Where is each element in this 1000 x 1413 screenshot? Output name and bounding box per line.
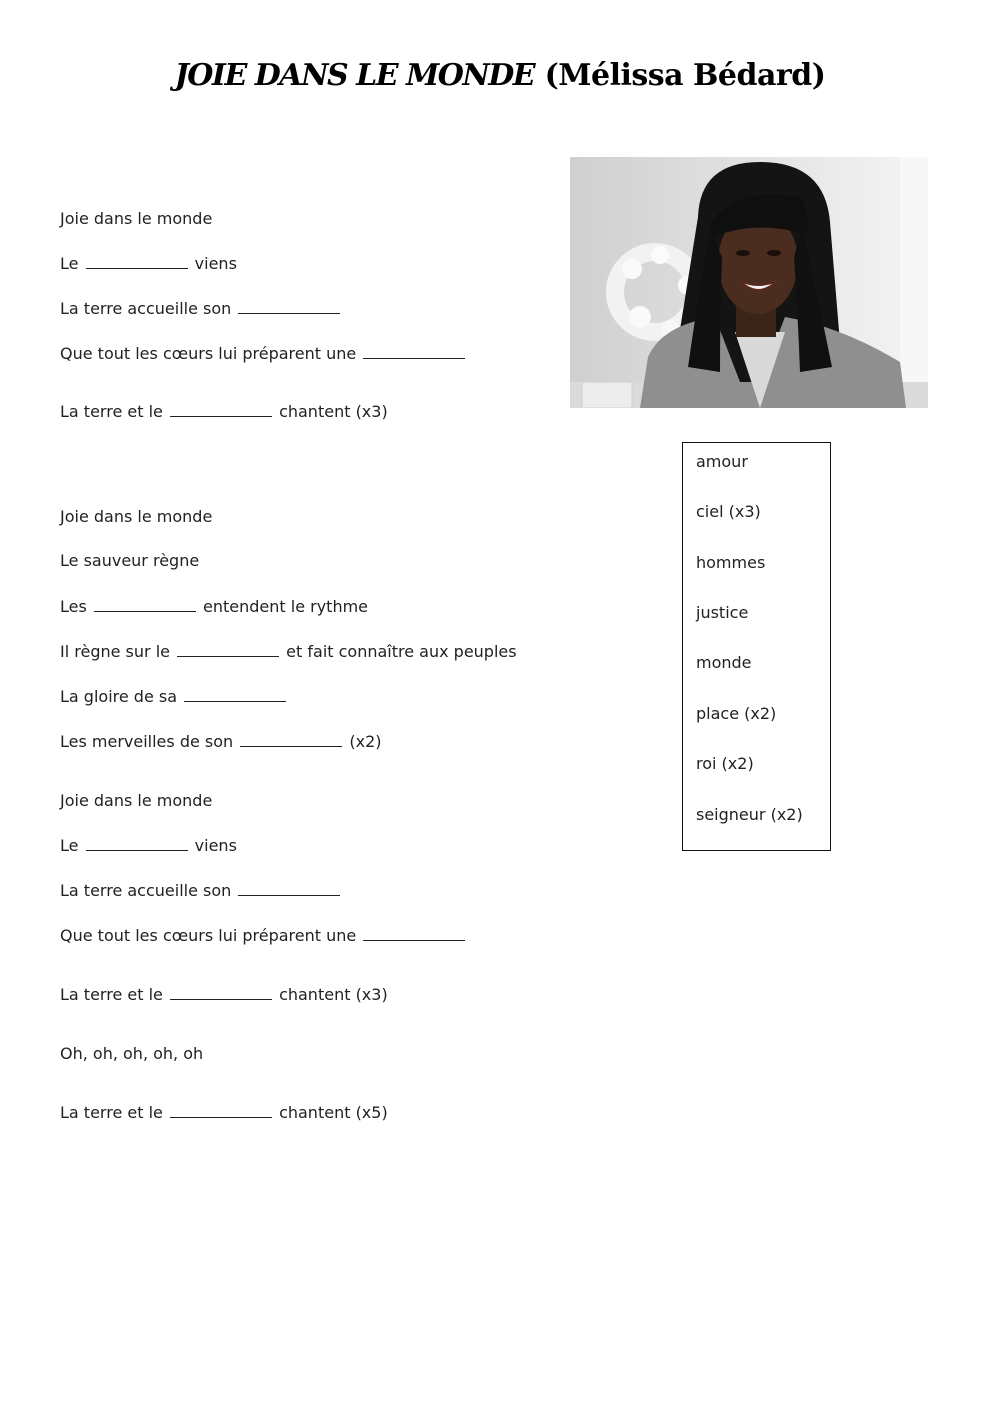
lyric-line: Le viens — [60, 836, 237, 855]
word-bank-item: justice — [696, 603, 749, 622]
answer-blank[interactable] — [86, 836, 188, 851]
answer-blank[interactable] — [86, 254, 188, 269]
word-bank-item: hommes — [696, 553, 766, 572]
answer-blank[interactable] — [170, 1103, 272, 1118]
lyric-line: Les entendent le rythme — [60, 597, 369, 616]
singer-photo — [570, 157, 928, 408]
answer-blank[interactable] — [170, 985, 272, 1000]
word-bank-item: seigneur (x2) — [696, 805, 803, 824]
song-title: JOIE DANS LE MONDE — [174, 58, 535, 93]
word-bank-item: place (x2) — [696, 704, 777, 723]
answer-blank[interactable] — [238, 881, 340, 896]
lyric-line: Que tout les cœurs lui préparent une — [60, 344, 467, 364]
lyric-line: Que tout les cœurs lui préparent une — [60, 926, 467, 946]
word-bank-item: ciel (x3) — [696, 502, 761, 521]
lyric-line: La terre et le chantent (x3) — [60, 985, 388, 1004]
answer-blank[interactable] — [177, 642, 279, 657]
word-bank-item: roi (x2) — [696, 754, 754, 773]
answer-blank[interactable] — [363, 344, 465, 359]
answer-blank[interactable] — [238, 299, 340, 314]
lyric-line: Il règne sur le et fait connaître aux peuples — [60, 642, 517, 661]
answer-blank[interactable] — [94, 597, 196, 612]
answer-blank[interactable] — [363, 926, 465, 941]
answer-blank[interactable] — [240, 732, 342, 747]
word-bank-item: monde — [696, 653, 752, 672]
word-bank-item: amour — [696, 452, 748, 471]
lyric-line: La terre accueille son — [60, 881, 342, 901]
lyric-line: Joie dans le monde — [60, 209, 213, 228]
lyric-line: Le sauveur règne — [60, 551, 200, 570]
lyric-line: Le viens — [60, 254, 237, 273]
lyric-line: Joie dans le monde — [60, 791, 213, 810]
word-bank — [682, 442, 831, 851]
artist-name: (Mélissa Bédard) — [544, 58, 826, 93]
page-title — [0, 58, 1000, 93]
lyric-line: Oh, oh, oh, oh, oh — [60, 1044, 204, 1063]
answer-blank[interactable] — [170, 402, 272, 417]
lyric-line: Joie dans le monde — [60, 507, 213, 526]
answer-blank[interactable] — [184, 687, 286, 702]
lyric-line: Les merveilles de son (x2) — [60, 732, 382, 751]
lyric-line: La terre et le chantent (x5) — [60, 1103, 388, 1122]
lyric-line: La gloire de sa — [60, 687, 288, 707]
lyric-line: La terre et le chantent (x3) — [60, 402, 388, 421]
lyric-line: La terre accueille son — [60, 299, 342, 319]
